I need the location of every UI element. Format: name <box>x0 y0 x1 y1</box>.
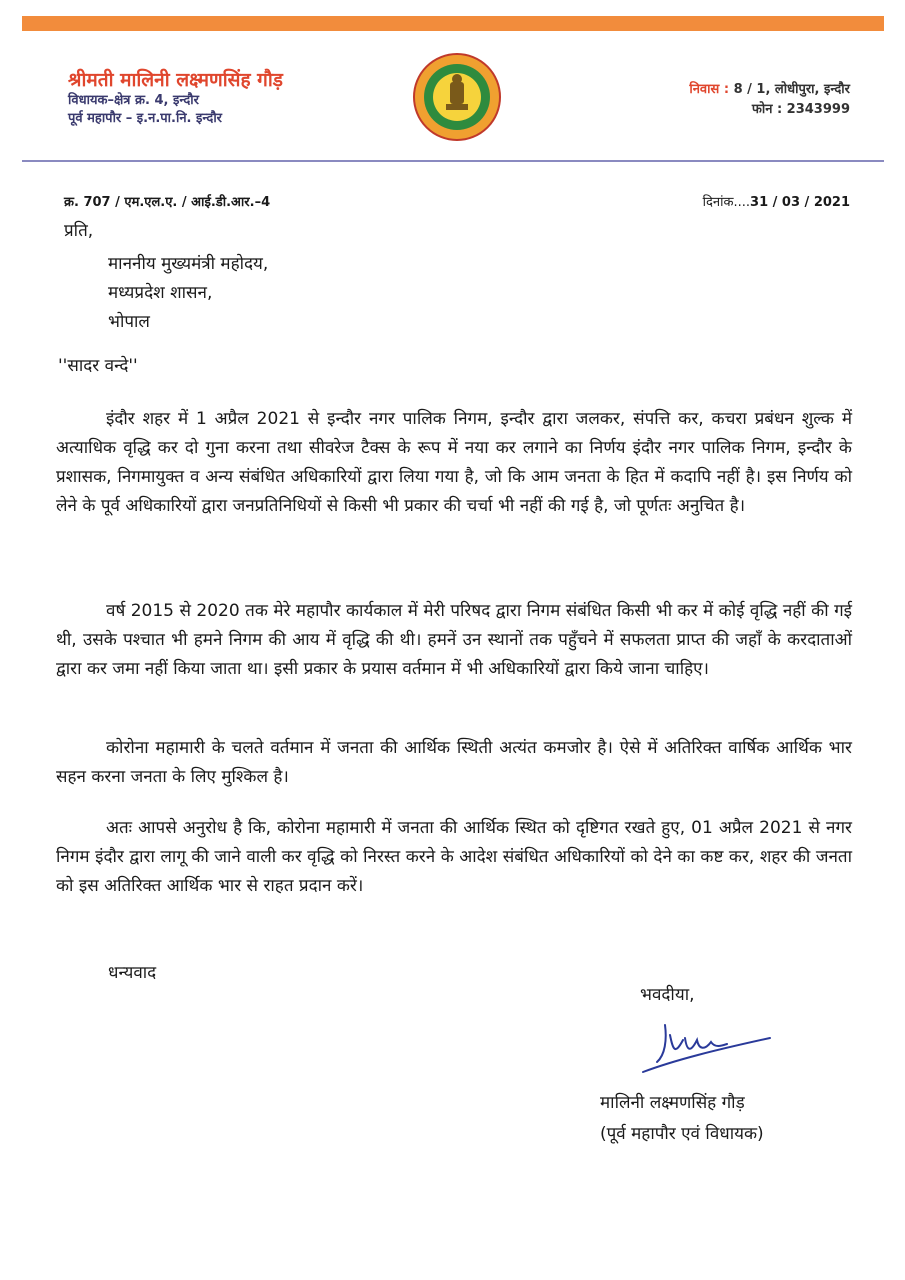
reference-number: क्र. 707 / एम.एल.ए. / आई.डी.आर.–4 <box>64 195 271 210</box>
salutation: ''सादर वन्दे'' <box>58 356 138 376</box>
date-label: दिनांक.... <box>702 195 751 210</box>
mp-emblem-icon <box>412 52 502 142</box>
sender-name: श्रीमती मालिनी लक्ष्मणसिंह गौड़ <box>68 69 283 91</box>
residence-address <box>689 80 850 100</box>
address-label: निवास : <box>689 82 730 97</box>
addressee-line: माननीय मुख्यमंत्री महोदय, <box>108 254 269 274</box>
paragraph: इंदौर शहर में 1 अप्रैल 2021 से इन्दौर नगर पालिक निगम, इन्दौर द्वारा जलकर, संपत्ति कर, कचरा प्रबंधन शुल्क में अत्याधिक वृद्धि कर दो गुना करना तथा सीवरेज टैक्स के रूप में नया कर लगाने का निर्णय इंदौर नगर पालिक निगम, इन्दौर के प्रशासक, निगमायुक्त व अन्य संबंधित अधिकारियों द्वारा लिया गया है, जो कि आम जनता के हित में कदापि नहीं है। इस निर्णय को लेने के पूर्व अधिकारियों द्वारा जनप्रतिनिधियों से किसी भी प्रकार की चर्चा भी नहीं की गई है, जो पूर्णतः अनुचित है। <box>56 409 852 516</box>
letterhead-right <box>689 80 850 120</box>
addressee-line: भोपाल <box>108 312 150 332</box>
date-value: 31 / 03 / 2021 <box>750 195 850 210</box>
addressee-line: मध्यप्रदेश शासन, <box>108 283 213 303</box>
sender-designation: विधायक–क्षेत्र क्र. 4, इन्दौर <box>68 93 199 108</box>
address-value: 8 / 1, लोधीपुरा, इन्दौर <box>733 82 850 97</box>
thanks: धन्यवाद <box>108 963 157 983</box>
signer-name: मालिनी लक्ष्मणसिंह गौड़ <box>600 1093 745 1113</box>
signature-icon <box>635 1010 775 1080</box>
addressee-block <box>108 250 268 337</box>
phone-number: फोन : 2343999 <box>751 102 850 117</box>
letterhead-left <box>68 68 283 128</box>
sender-former-post: पूर्व महापौर – इ.न.पा.नि. इन्दौर <box>68 111 222 126</box>
header-divider <box>22 160 884 162</box>
paragraph: कोरोना महामारी के चलते वर्तमान में जनता की आर्थिक स्थिती अत्यंत कमजोर है। ऐसे में अतिरिक्त वार्षिक आर्थिक भार सहन करना जनता के लिए मुश्किल है। <box>56 738 852 787</box>
letter-date <box>703 192 850 210</box>
closing: भवदीया, <box>640 985 695 1005</box>
to-label: प्रति, <box>64 221 94 241</box>
paragraph: वर्ष 2015 से 2020 तक मेरे महापौर कार्यकाल में मेरी परिषद द्वारा निगम संबंधित किसी भी कर में कोई वृद्धि नहीं की गई थी, उसके पश्चात भी हमने निगम की आय में वृद्धि की थी। हमनें उन स्थानों तक पहुँचने में सफलता प्राप्त की जहाँ के करदाताओं द्वारा कर जमा नहीं किया जाता था। इसी प्रकार के प्रयास वर्तमान में भी अधिकारियों द्वारा किये जाना चाहिए। <box>56 601 852 679</box>
signer-block <box>600 1088 764 1150</box>
paragraph: अतः आपसे अनुरोध है कि, कोरोना महामारी में जनता की आर्थिक स्थित को दृष्टिगत रखते हुए, 01 अप्रैल 2021 से नगर निगम इंदौर द्वारा लागू की जाने वाली कर वृद्धि को निरस्त करने के आदेश संबंधित अधिकारियों को देने का कष्ट कर, शहर की जनता को इस अतिरिक्त आर्थिक भार से राहत प्रदान करें। <box>56 818 852 896</box>
top-accent-bar <box>22 16 884 31</box>
signer-title: (पूर्व महापौर एवं विधायक) <box>600 1124 764 1144</box>
